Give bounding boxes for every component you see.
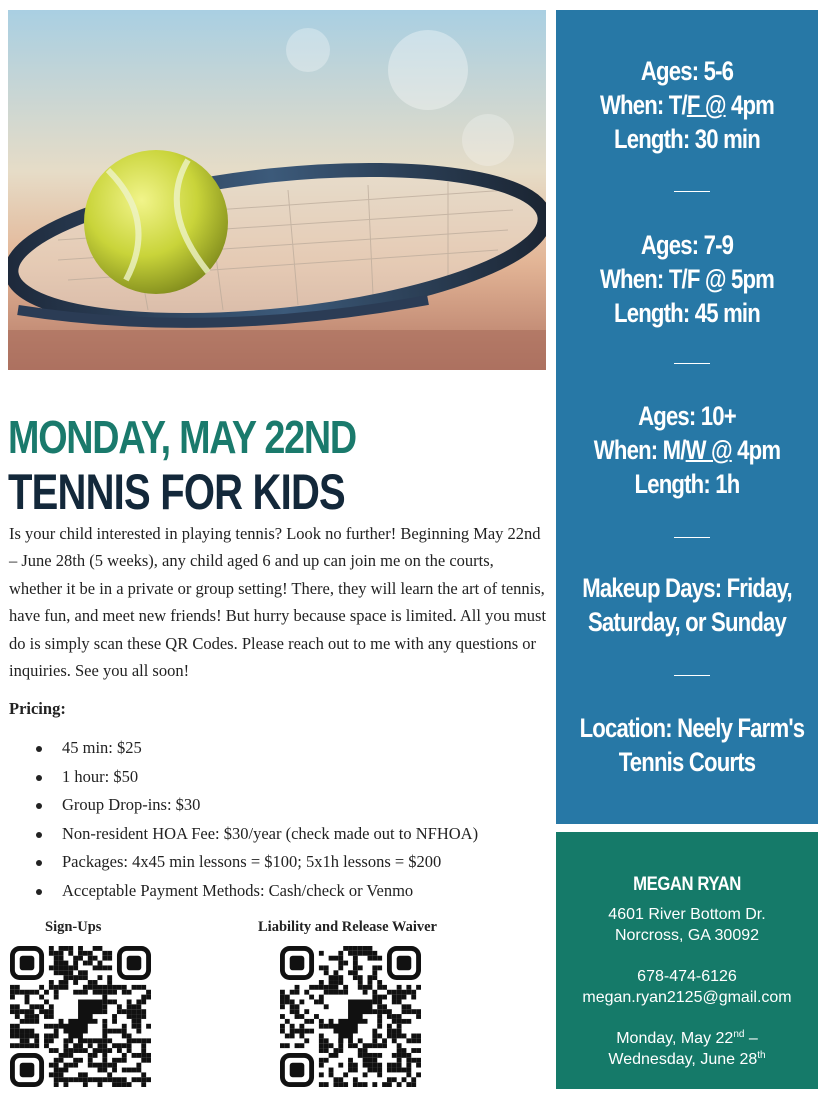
pricing-heading: Pricing: bbox=[9, 699, 66, 718]
event-date-heading: MONDAY, MAY 22ND bbox=[8, 411, 356, 463]
session-when bbox=[580, 262, 795, 296]
intro-paragraph: Is your child interested in playing tennis? Look no further! Beginning May 22nd – June 28th (5 weeks), any child aged 6 and up can join me on the courts, whether it be in a private or group setting! There, they will learn the art of tennis, have fun, and meet new friends! But hurry because space is limited. All you must do is simply scan these QR Codes. Please reach out to me with any questions or inquiries. See you all soon! bbox=[9, 524, 547, 681]
contact-name: MEGAN RYAN bbox=[633, 874, 741, 895]
dates-start-text: Monday, May 22 bbox=[616, 1030, 734, 1047]
location-block bbox=[556, 711, 818, 779]
session-when bbox=[580, 88, 795, 122]
pricing-item: 45 min: $25 bbox=[36, 734, 556, 763]
session-ages: Ages: 7-9 bbox=[640, 230, 734, 260]
signup-qr-label: Sign-Ups bbox=[45, 919, 102, 935]
pricing-item: Group Drop-ins: $30 bbox=[36, 791, 556, 820]
divider bbox=[674, 537, 710, 538]
contact-panel bbox=[556, 832, 818, 1089]
contact-dates-start bbox=[556, 1028, 818, 1049]
session-when-prefix: When: M/ bbox=[593, 435, 686, 465]
session-when bbox=[580, 433, 795, 467]
dates-end-text: Wednesday, June 28 bbox=[608, 1051, 758, 1068]
dinosaur-icon bbox=[59, 999, 103, 1043]
pricing-item: Acceptable Payment Methods: Cash/check or Venmo bbox=[36, 877, 556, 906]
signup-qr-code[interactable] bbox=[10, 946, 151, 1087]
session-when-suffix: 4pm bbox=[725, 90, 775, 120]
session-when-prefix: When: T/F @ 5pm bbox=[599, 264, 775, 294]
pricing-item: 1 hour: $50 bbox=[36, 763, 556, 792]
pricing-item: Packages: 4x45 min lessons = $100; 5x1h lessons = $200 bbox=[36, 848, 556, 877]
waiver-qr-code[interactable] bbox=[280, 946, 421, 1087]
tennis-hero-image bbox=[8, 10, 546, 370]
schedule-panel bbox=[556, 10, 818, 824]
session-ages: Ages: 10+ bbox=[638, 401, 736, 431]
session-length: Length: 30 min bbox=[614, 124, 760, 154]
dinosaur-icon bbox=[329, 999, 373, 1043]
dates-start-sup: nd bbox=[733, 1029, 745, 1040]
contact-email[interactable]: megan.ryan2125@gmail.com bbox=[582, 989, 792, 1006]
waiver-qr-label: Liability and Release Waiver bbox=[258, 919, 437, 935]
dates-end-sup: th bbox=[757, 1050, 766, 1061]
session-block bbox=[556, 54, 818, 156]
divider bbox=[674, 363, 710, 364]
contact-address-line: 4601 River Bottom Dr. bbox=[608, 906, 766, 923]
qr-code-icon bbox=[10, 946, 151, 1087]
location-line: Location: Neely Farm's bbox=[579, 713, 805, 743]
contact-dates-end bbox=[556, 1049, 818, 1070]
makeup-line: Saturday, or Sunday bbox=[587, 607, 787, 637]
session-when-suffix: 4pm bbox=[731, 435, 781, 465]
session-block bbox=[556, 399, 818, 501]
session-length: Length: 45 min bbox=[614, 298, 760, 328]
dates-dash: – bbox=[744, 1030, 758, 1047]
pricing-item: Non-resident HOA Fee: $30/year (check made out to NFHOA) bbox=[36, 820, 556, 849]
makeup-line: Makeup Days: Friday, bbox=[582, 573, 792, 603]
makeup-days-block bbox=[556, 571, 818, 639]
session-block bbox=[556, 228, 818, 330]
contact-phone[interactable]: 678-474-6126 bbox=[637, 968, 737, 985]
location-line: Tennis Courts bbox=[618, 747, 756, 777]
contact-address-line: Norcross, GA 30092 bbox=[614, 927, 760, 944]
session-length: Length: 1h bbox=[634, 469, 740, 499]
tennis-ball-racket-photo bbox=[8, 10, 546, 370]
session-when-prefix: When: T/ bbox=[599, 90, 687, 120]
event-title-heading: TENNIS FOR KIDS bbox=[8, 464, 345, 520]
pricing-list bbox=[36, 734, 556, 906]
divider bbox=[674, 191, 710, 192]
session-ages: Ages: 5-6 bbox=[640, 56, 734, 86]
session-when-underlined: F @ bbox=[686, 90, 726, 120]
qr-code-icon bbox=[280, 946, 421, 1087]
session-when-underlined: W @ bbox=[685, 435, 732, 465]
divider bbox=[674, 675, 710, 676]
